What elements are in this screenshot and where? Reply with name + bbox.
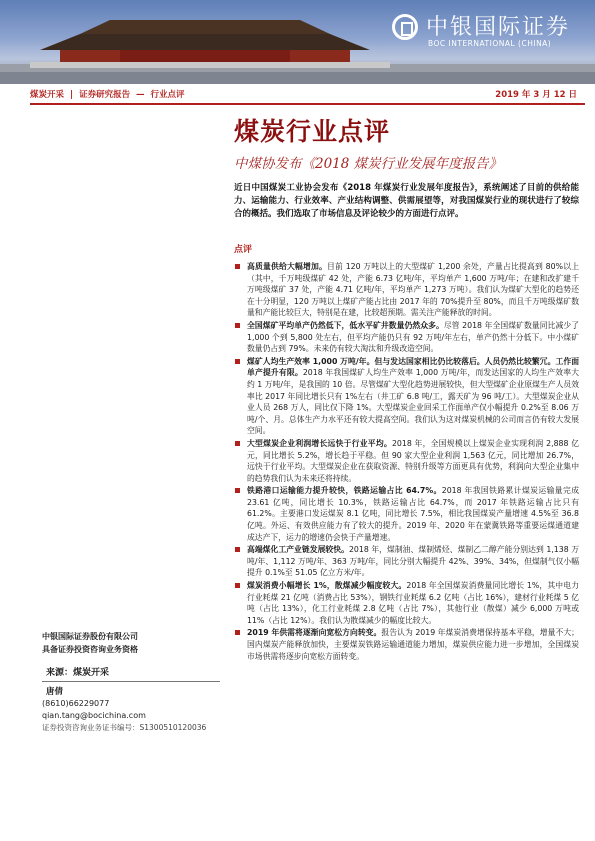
- report-header: [30, 86, 585, 103]
- bullet-lead: 全国煤矿平均单产仍然低下，低水平矿井数量仍然众多。: [247, 320, 444, 330]
- separator: |: [69, 90, 74, 100]
- bullet-lead: 煤炭消费小幅增长 1%，散煤减少幅度较大。: [247, 581, 407, 591]
- bullet-lead: 高端煤化工产业链发展较快。: [247, 545, 349, 555]
- list-item: [234, 544, 579, 579]
- list-item: [234, 485, 579, 543]
- bullet-lead: 2019 年供需将逐渐向宽松方向转变。: [247, 628, 382, 638]
- header-divider: [30, 103, 585, 105]
- bullet-square-icon: [235, 441, 240, 446]
- company-qualification: 具备证券投资咨询业务资格: [42, 645, 138, 654]
- company-info: [42, 630, 138, 656]
- bullet-square-icon: [235, 359, 240, 364]
- page-title: 煤炭行业点评: [234, 117, 391, 146]
- bullet-square-icon: [235, 323, 240, 328]
- brand-name-cn: 中银国际证券: [426, 15, 571, 40]
- header-banner: [0, 0, 595, 84]
- bullet-text: 尽管 2018 年全国煤矿数量同比减少了 1,000 个到 5,800 处左右，但平均产能仍只有 92 万吨/年左右，单产仍然十分低下。中小煤矿数量仍占到 79%。未来仍有较大淘汰和升级改造空间。: [247, 320, 579, 354]
- list-item: [234, 261, 579, 319]
- report-category: 煤炭开采: [30, 90, 65, 100]
- bullet-square-icon: [235, 583, 240, 588]
- list-item: [234, 320, 579, 355]
- bullet-text: 2018 年我国煤矿人均生产效率 1,000 万吨/年，而发达国家的人均生产效率大约 1 万吨/年，是我国的 10 倍。尽管煤矿大型化趋势进展较快，但大型煤矿企业原煤生产人员效率比 2017 年同比增长只有 1%左右（井工矿 6.8 吨/工，露天矿为 96 吨/工）。大型煤炭企业从业人员 268 万人，同比仅下降 1%。大型煤炭企业回采工作面单产仅小幅提升 0.2%至 8.06 万吨/个、月。总体生产力水平还有较大提高空间。我们认为这对煤炭机械的公司而言仍有较大发展空间。: [247, 368, 579, 436]
- bullet-square-icon: [235, 630, 240, 635]
- bullet-text: 目前 120 万吨以上的大型煤矿 1,200 余处，产量占比提高到 80%以上（其中，千万吨级煤矿 42 处，产能 6.73 亿吨/年，平均单产 1,600 万吨/年；在建和改扩建千万吨级煤矿 37 处，产能 4.71 亿吨/年，平均单产 1,273 万吨）。我们认为煤矿大型化的趋势还在十分明显，120 万吨以上煤矿产能占比由 2017 年的 70%提升至 80%，而且千万吨级煤矿数量和产能比较巨大，特别是在建，比较超预期。需关注产能释放的时间。: [247, 262, 579, 318]
- brand-logo: [384, 4, 584, 52]
- report-breadcrumb: [30, 88, 185, 100]
- bullet-lead: 铁路港口运输能力提升较快，铁路运输占比 64.7%。: [247, 486, 442, 496]
- bullet-lead: 煤矿人均生产效率 1,000 万吨/年。但与发达国家相比仍比较落后。人员仍然比较繁冗。工作面单产提升有限。: [247, 356, 579, 378]
- bullet-square-icon: [235, 547, 240, 552]
- source-label: 来源：煤炭开采: [46, 668, 110, 678]
- analyst-contact: [42, 667, 220, 734]
- boc-emblem-icon: [392, 14, 418, 40]
- brand-name-en: BOC INTERNATIONAL (CHINA): [428, 39, 552, 48]
- analyst-email[interactable]: qian.tang@bocichina.com: [42, 711, 146, 720]
- bullet-text: 2018 年，全国规模以上煤炭企业实现利润 2,888 亿元，同比增长 5.2%，增长趋于平稳。但 90 家大型企业利润 1,563 亿元，同比增加 26.7%，远快于行业平均。大型煤炭企业在获取资源、特别升级等方面更具有优势，利润向大型企业集中的趋势我们认为未来还将持续。: [247, 438, 579, 483]
- bullet-text: 2018 年，煤制油、煤制烯烃、煤制乙二醇产能分别达到 1,138 万吨/年、1,112 万吨/年、363 万吨/年，同比分别大幅提升 42%、39%、34%，但煤制气仅小幅提升 0.1%至 51.05 亿立方米/年。: [247, 545, 579, 578]
- bullet-lead: 高质量供给大幅增加。: [247, 262, 328, 271]
- contact-divider: [42, 681, 220, 682]
- analyst-phone: (8610)66229077: [42, 699, 110, 708]
- report-date: 2019 年 3 月 12 日: [495, 90, 577, 100]
- bullet-square-icon: [235, 488, 240, 493]
- report-type: 证券研究报告: [79, 90, 131, 100]
- list-item: [234, 438, 579, 484]
- company-name: 中银国际证券股份有限公司: [42, 632, 138, 641]
- bullet-text: 2018 年我国铁路累计煤炭运输量完成 23.61 亿吨，同比增长 10.3%，铁路运输占比 64.7%，而 2017 年铁路运输占比只有 61.2%。主要港口发运煤炭 8.1 亿吨，同比增长 7.5%，相比我国煤炭产量增速 4.5%至 36.8 亿吨。外运、有效供应能力有了较大的提升。2019 年、2020 年在蒙冀铁路等重要运煤通道建成达产下，运力的增速仍会快于产量增速。: [247, 486, 580, 542]
- page-subtitle: 中煤协发布《2018 煤炭行业发展年度报告》: [234, 156, 503, 172]
- section-heading: 点评: [234, 245, 253, 255]
- bullet-lead: 大型煤炭企业利润增长远快于行业平均。: [247, 438, 392, 448]
- analyst-certificate: 证券投资咨询业务证书编号：S1300510120036: [42, 723, 207, 732]
- analyst-name: 唐倩: [46, 687, 64, 697]
- list-item: [234, 356, 579, 437]
- bullet-square-icon: [235, 264, 240, 269]
- bullet-text: 2018 年全国煤炭消费量同比增长 1%，其中电力行业耗煤 21 亿吨（消费占比 53%），钢铁行业耗煤 6.2 亿吨（占比 16%），建材行业耗煤 5 亿吨（占比 13%），化工行业耗煤 2.8 亿吨（占比 7%），其他行业（散煤）减少 6,000 万吨或 11%（占比 12%）。我们认为散煤减少的幅度比较大。: [247, 581, 580, 625]
- comment-list: [234, 261, 579, 663]
- summary-paragraph: 近日中国煤炭工业协会发布《2018 年煤炭行业发展年度报告》，系统阐述了目前的供给能力、运输能力、行业效率、产业结构调整、供需展望等，对我国煤炭行业的现状进行了较综合的概括。我们选取了市场信息及评论较少的方面进行点评。: [234, 183, 579, 219]
- list-item: [234, 580, 579, 626]
- report-kind: 行业点评: [150, 90, 185, 100]
- list-item: [234, 627, 579, 662]
- separator: —: [136, 90, 145, 100]
- bullet-text: 报告认为 2019 年煤炭消费增保持基本平稳，增量不大；国内煤炭产能释放加快，主要煤炭铁路运输通道能力增加，煤炭供应能力进一步增加，全国煤炭市场供需将逐步向宽松方面转变。: [247, 628, 579, 661]
